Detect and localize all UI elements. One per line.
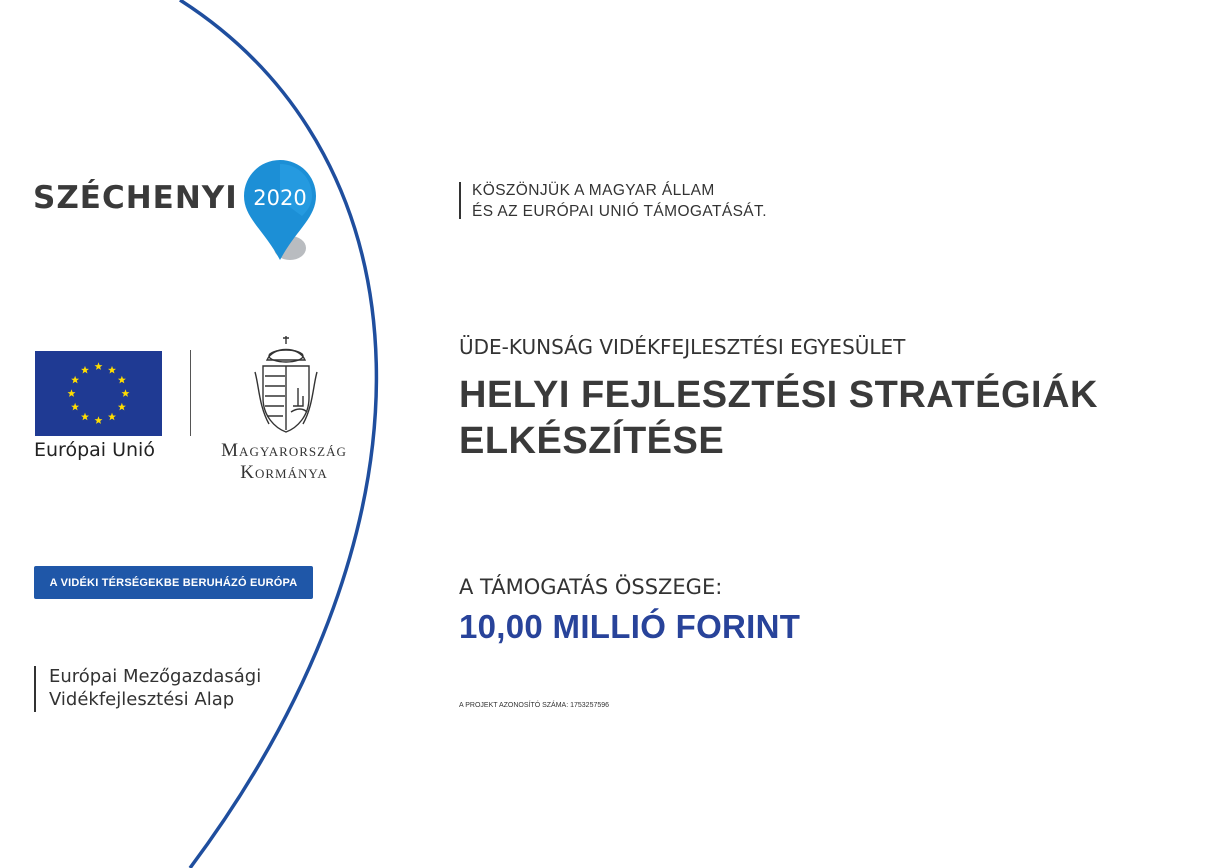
map-pin-icon	[244, 160, 316, 266]
szechenyi-year: 2020	[253, 186, 307, 210]
eu-star	[81, 366, 89, 374]
eu-star	[95, 362, 103, 370]
government-label	[200, 440, 368, 484]
thanks-line1: KÖSZÖNJÜK A MAGYAR ÁLLAM	[472, 182, 715, 199]
government-label-line2: Kormánya	[240, 462, 328, 483]
project-title-line1: HELYI FEJLESZTÉSI STRATÉGIÁK	[459, 374, 1098, 416]
eu-star	[118, 403, 126, 411]
project-title-line2: ELKÉSZÍTÉSE	[459, 420, 725, 462]
eu-star	[118, 376, 126, 384]
government-label-line1: Magyarország	[221, 440, 347, 461]
eu-stars-icon	[35, 351, 162, 436]
rural-europe-badge: A VIDÉKI TÉRSÉGEKBE BERUHÁZÓ EURÓPA	[34, 566, 313, 599]
fund-name	[49, 665, 261, 711]
coat-of-arms-icon	[253, 336, 319, 436]
project-title	[459, 372, 1199, 464]
eu-flag	[35, 351, 162, 436]
eu-star	[71, 403, 79, 411]
eu-star	[68, 389, 76, 397]
fund-accent-bar	[34, 666, 36, 712]
support-amount: 10,00 MILLIÓ FORINT	[459, 608, 801, 645]
support-amount-label: A TÁMOGATÁS ÖSSZEGE:	[459, 575, 723, 599]
thanks-text	[472, 180, 767, 222]
logo-divider	[190, 350, 191, 436]
szechenyi-logo-text: SZÉCHENYI	[33, 180, 238, 216]
eu-star	[108, 413, 116, 421]
eu-label: Európai Unió	[34, 439, 155, 461]
eu-star	[71, 376, 79, 384]
organization-name: ÜDE-KUNSÁG VIDÉKFEJLESZTÉSI EGYESÜLET	[459, 335, 906, 359]
eu-star	[122, 389, 130, 397]
eu-star	[95, 416, 103, 424]
eu-star	[108, 366, 116, 374]
eu-star	[81, 413, 89, 421]
fund-name-line1: Európai Mezőgazdasági	[49, 666, 262, 687]
fund-name-line2: Vidékfejlesztési Alap	[49, 689, 235, 710]
thanks-line2: ÉS AZ EURÓPAI UNIÓ TÁMOGATÁSÁT.	[472, 203, 767, 220]
project-id: A PROJEKT AZONOSÍTÓ SZÁMA: 1753257596	[459, 702, 610, 709]
thanks-accent-bar	[459, 182, 461, 219]
